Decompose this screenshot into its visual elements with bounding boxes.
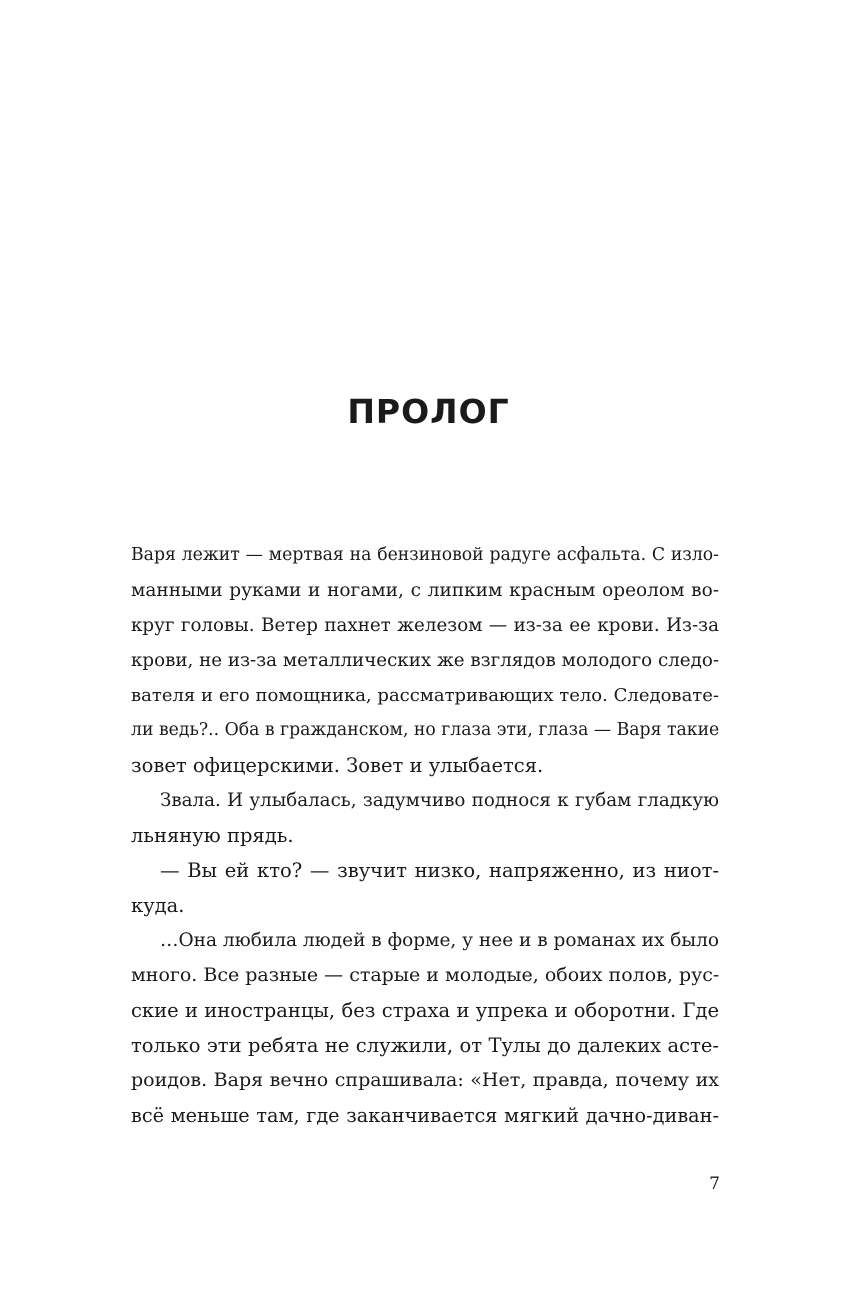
text-line: манными руками и ногами, с липким красным ореолом во- (131, 580, 719, 601)
text-line: ские и иностранцы, без страха и упрека и оборотни. Где (131, 999, 719, 1022)
text-line: Варя лежит — мертвая на бензиновой радуге асфальта. С изло- (131, 545, 719, 565)
text-line: только эти ребята не служили, от Тулы до далеких асте- (131, 1034, 719, 1057)
prologue-text (131, 538, 719, 1133)
text-line: ли ведь?.. Оба в гражданском, но глаза эти, глаза — Варя такие (131, 720, 720, 740)
text-line: куда. (131, 894, 185, 917)
text-line: льняную прядь. (131, 824, 294, 847)
text-line: всё меньше там, где заканчивается мягкий дачно-диван- (131, 1104, 719, 1127)
text-line: крови, не из-за металлических же взглядов молодого следо- (131, 650, 719, 671)
text-line: круг головы. Ветер пахнет железом — из-за ее крови. Из-за (131, 615, 719, 636)
chapter-title: ПРОЛОГ (347, 392, 510, 431)
text-line: — Вы ей кто? — звучит низко, напряженно, из ниот- (160, 859, 719, 882)
text-line: роидов. Варя вечно спрашивала: «Нет, правда, почему их (131, 1069, 719, 1091)
text-line: зовет офицерскими. Зовет и улыбается. (131, 754, 544, 777)
text-line: много. Все разные — старые и молодые, обоих полов, рус- (131, 964, 720, 986)
text-line: вателя и его помощника, рассматривающих тело. Следовате- (131, 685, 719, 706)
text-line: Звала. И улыбалась, задумчиво поднося к губам гладкую (160, 790, 719, 811)
page-number: 7 (709, 1174, 720, 1194)
text-line: …Она любила людей в форме, у нее и в романах их было (160, 930, 720, 951)
